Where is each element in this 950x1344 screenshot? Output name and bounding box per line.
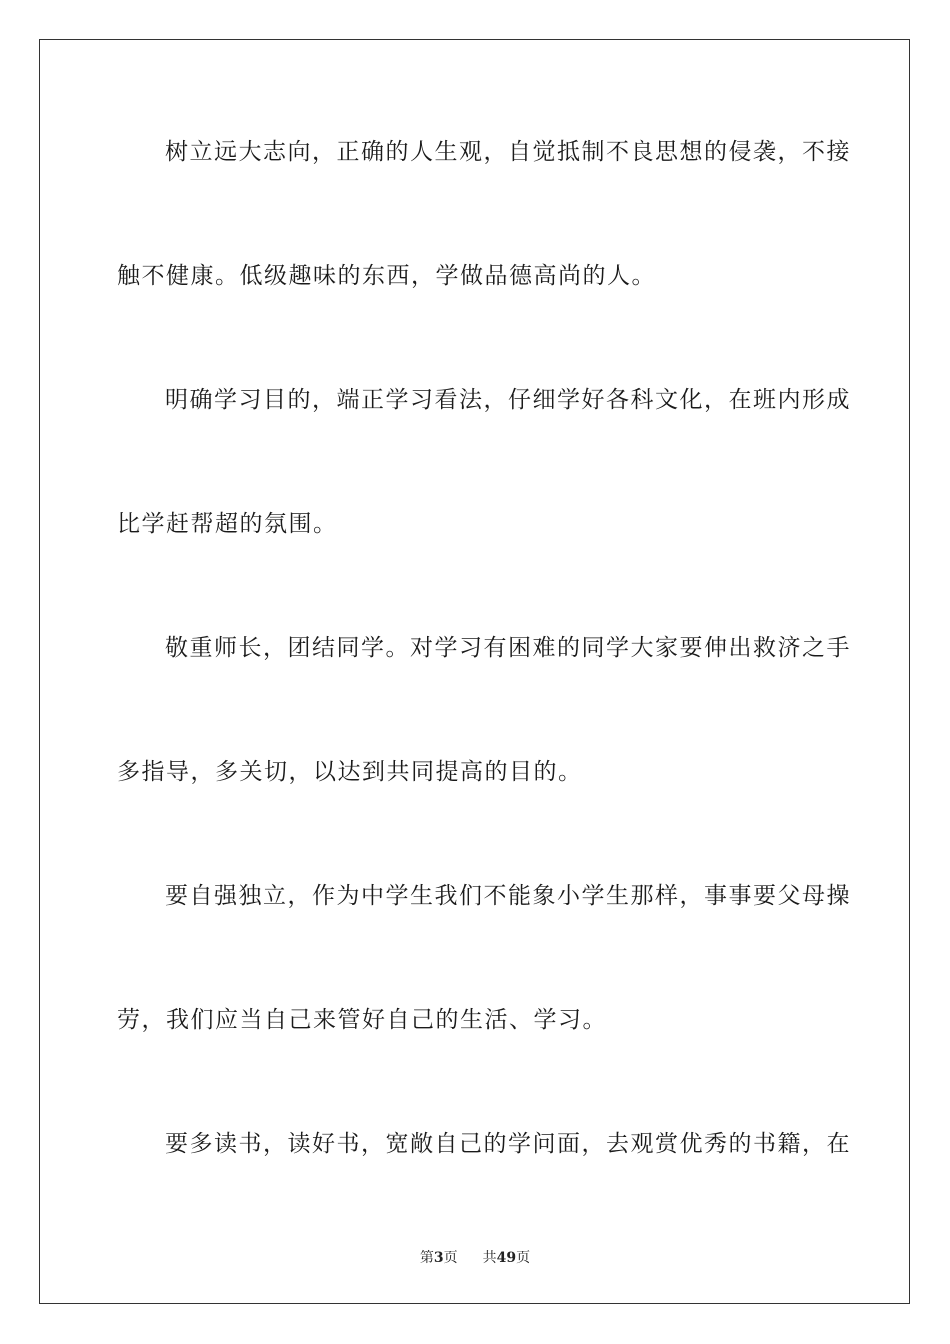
- paragraph-3-line-2: 多指导，多关切，以达到共同提高的目的。: [117, 759, 583, 785]
- page-frame: [39, 39, 910, 1304]
- page-prefix: 第: [419, 1250, 434, 1266]
- paragraph-2-line-2: 比学赶帮超的氛围。: [117, 511, 338, 537]
- page-number: 3: [433, 1250, 444, 1266]
- paragraph-5-line-1: 要多读书，读好书，宽敞自己的学问面，去观赏优秀的书籍，在: [165, 1131, 851, 1157]
- paragraph-4-line-2: 劳，我们应当自己来管好自己的生活、学习。: [117, 1007, 607, 1033]
- total-pages: 49: [496, 1250, 517, 1266]
- total-prefix: 共: [482, 1250, 497, 1266]
- paragraph-3-line-1: 敬重师长，团结同学。对学习有困难的同学大家要伸出救济之手: [165, 635, 851, 661]
- paragraph-1-line-1: 树立远大志向，正确的人生观，自觉抵制不良思想的侵袭，不接: [165, 139, 851, 165]
- paragraph-4-line-1: 要自强独立，作为中学生我们不能象小学生那样，事事要父母操: [165, 883, 851, 909]
- page-suffix: 页: [443, 1250, 458, 1266]
- paragraph-2-line-1: 明确学习目的，端正学习看法，仔细学好各科文化，在班内形成: [165, 387, 851, 413]
- total-suffix: 页: [516, 1250, 531, 1266]
- paragraph-1-line-2: 触不健康。低级趣味的东西，学做品德高尚的人。: [117, 263, 656, 289]
- page-footer: [0, 1247, 950, 1267]
